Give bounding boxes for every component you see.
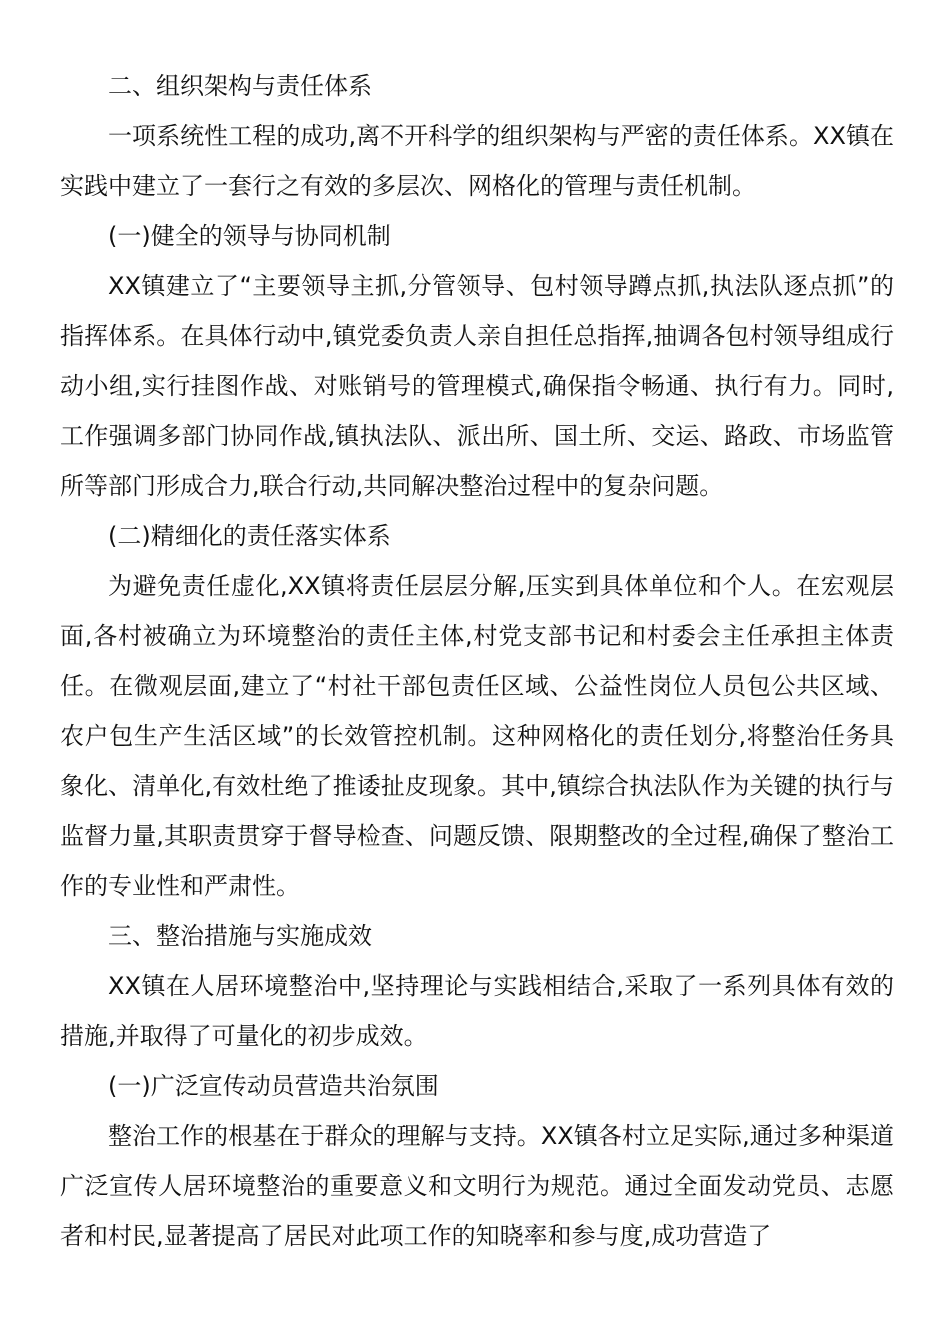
body-paragraph: 整治工作的根基在于群众的理解与支持。XX镇各村立足实际,通过多种渠道广泛宣传人居环境整治的重要意义和文明行为规范。通过全面发动党员、志愿者和村民,显著提高了居民对此项工作的知晓率和参与度,成功营造了 xyxy=(60,1122,894,1250)
body-paragraph: 一项系统性工程的成功,离不开科学的组织架构与严密的责任体系。XX镇在实践中建立了一套行之有效的多层次、网格化的管理与责任机制。 xyxy=(60,122,894,200)
section-heading: 二、组织架构与责任体系 xyxy=(108,72,372,100)
subsection-heading: (二)精细化的责任落实体系 xyxy=(108,522,391,550)
body-paragraph: XX镇在人居环境整治中,坚持理论与实践相结合,采取了一系列具体有效的措施,并取得了可量化的初步成效。 xyxy=(60,972,894,1050)
section-heading: 三、整治措施与实施成效 xyxy=(108,922,372,950)
body-paragraph: XX镇建立了“主要领导主抓,分管领导、包村领导蹲点抓,执法队逐点抓”的指挥体系。在具体行动中,镇党委负责人亲自担任总指挥,抽调各包村领导组成行动小组,实行挂图作战、对账销号的管理模式,确保指令畅通、执行有力。同时,工作强调多部门协同作战,镇执法队、派出所、国土所、交运、路政、市场监管所等部门形成合力,联合行动,共同解决整治过程中的复杂问题。 xyxy=(60,272,894,500)
subsection-heading: (一)健全的领导与协同机制 xyxy=(108,222,391,250)
subsection-heading: (一)广泛宣传动员营造共治氛围 xyxy=(108,1072,439,1100)
document-body xyxy=(60,61,894,1261)
body-paragraph: 为避免责任虚化,XX镇将责任层层分解,压实到具体单位和个人。在宏观层面,各村被确立为环境整治的责任主体,村党支部书记和村委会主任承担主体责任。在微观层面,建立了“村社干部包责任区域、公益性岗位人员包公共区域、农户包生产生活区域”的长效管控机制。这种网格化的责任划分,将整治任务具象化、清单化,有效杜绝了推诿扯皮现象。其中,镇综合执法队作为关键的执行与监督力量,其职责贯穿于督导检查、问题反馈、限期整改的全过程,确保了整治工作的专业性和严肃性。 xyxy=(60,572,894,900)
